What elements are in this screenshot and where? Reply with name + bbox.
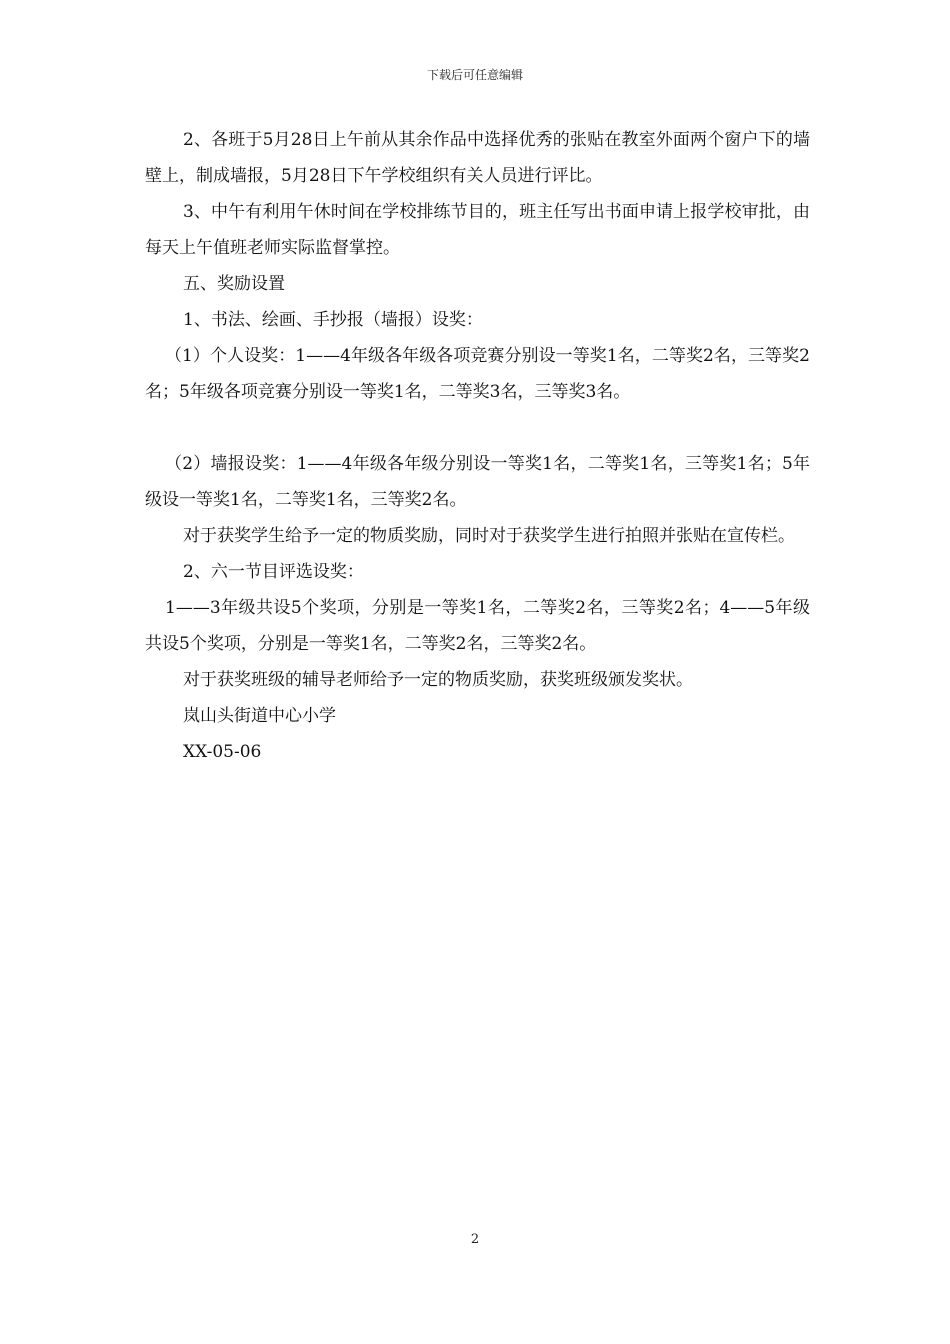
paragraph-program-awards: 1——3年级共设5个奖项，分别是一等奖1名，二等奖2名，三等奖2名；4——5年级共设5个奖项，分别是一等奖1名，二等奖2名，三等奖2名。 <box>145 598 810 654</box>
page-header: 下载后可任意编辑 <box>426 68 523 82</box>
paragraph-display-rule: 2、各班于5月28日上午前从其余作品中选择优秀的张贴在教室外面两个窗户下的墙壁上，制成墙报，5月28日下午学校组织有关人员进行评比。 <box>145 130 810 186</box>
section-heading-awards: 五、奖励设置 <box>183 274 285 294</box>
paragraph-individual-awards: （1）个人设奖：1——4年级各年级各项竞赛分别设一等奖1名，二等奖2名，三等奖2名；5年级各项竞赛分别设一等奖1名，二等奖3名，三等奖3名。 <box>145 346 810 402</box>
document-body <box>145 122 810 770</box>
page-number: 2 <box>470 1232 480 1247</box>
blank-line <box>145 410 810 446</box>
signature-school-name: 岚山头街道中心小学 <box>183 706 336 726</box>
signature-date: XX-05-06 <box>183 742 262 762</box>
subheading-program-awards: 2、六一节目评选设奖： <box>183 562 364 582</box>
subheading-calligraphy-awards: 1、书法、绘画、手抄报（墙报）设奖： <box>183 310 483 330</box>
paragraph-student-rewards: 对于获奖学生给予一定的物质奖励，同时对于获奖学生进行拍照并张贴在宣传栏。 <box>183 526 795 546</box>
paragraph-teacher-rewards: 对于获奖班级的辅导老师给予一定的物质奖励，获奖班级颁发奖状。 <box>183 670 693 690</box>
paragraph-wallpaper-awards: （2）墙报设奖：1——4年级各年级分别设一等奖1名，二等奖1名，三等奖1名；5年级设一等奖1名，二等奖1名，三等奖2名。 <box>145 454 810 510</box>
paragraph-rehearsal-rule: 3、中午有利用午休时间在学校排练节目的，班主任写出书面申请上报学校审批，由每天上午值班老师实际监督掌控。 <box>145 202 810 258</box>
